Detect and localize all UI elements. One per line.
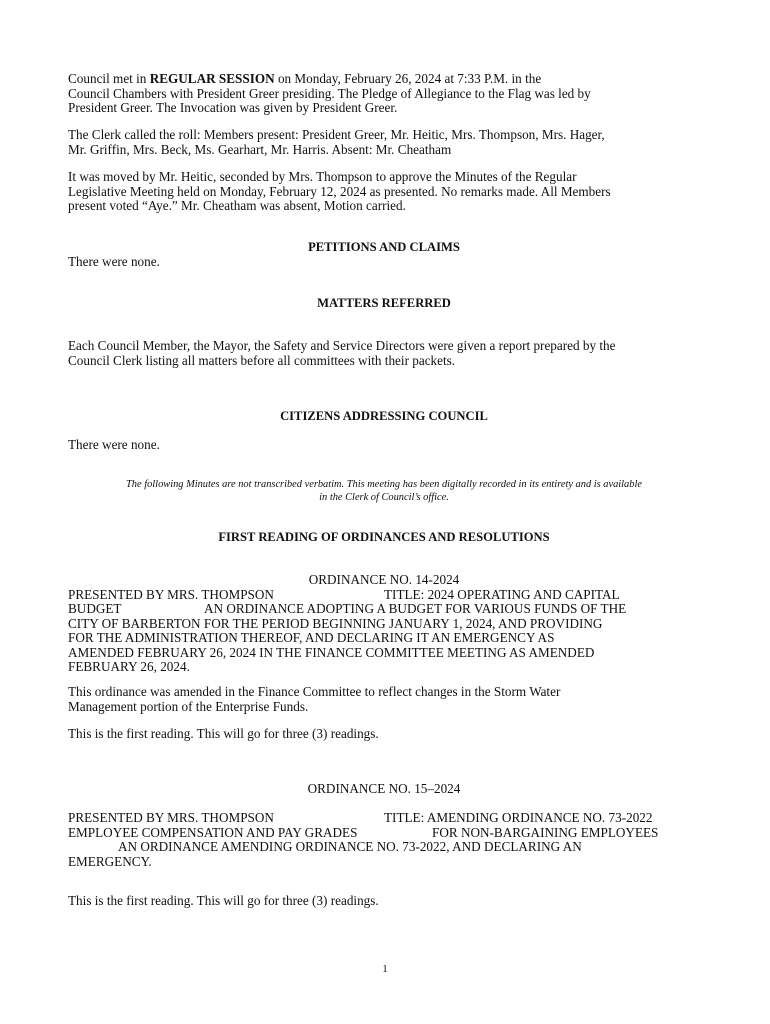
citizens-heading: CITIZENS ADDRESSING COUNCIL (280, 409, 488, 423)
ordinance-15: PRESENTED BY MRS. THOMPSON TITLE: AMENDING ORDINANCE NO. 73-2022 EMPLOYEE COMPENSATION AND PAY GRADES FOR NON-BARGAINING EMPLOYEES AN ORDINANCE AMENDING ORDINANCE NO. 73-2022, AND DECLARING AN EMERGENCY. (68, 810, 659, 869)
matters-referred-heading: MATTERS REFERRED (317, 296, 451, 310)
roll-call-paragraph: The Clerk called the roll: Members present: President Greer, Mr. Heitic, Mrs. Thompson, Mrs. Hager, Mr. Griffin, Mrs. Beck, Ms. Gearhart, Mr. Harris. Absent: Mr. Cheatham (68, 127, 605, 157)
ordinance-14: ORDINANCE NO. 14-2024 PRESENTED BY MRS. THOMPSON TITLE: 2024 OPERATING AND CAPITAL BUDGET AN ORDINANCE ADOPTING A BUDGET FOR VARIOUS FUNDS OF THE CITY OF BARBERTON FOR THE PERIOD BEGINNING JANUARY 1, 2024, AND PROVIDING FOR THE ADMINISTRATION THEREOF, AND DECLARING IT AN EMERGENCY AS AMENDED FEBRUARY 26, 2024 IN THE FINANCE COMMITTEE MEETING AS AMENDED FEBRUARY 26, 2024. (68, 573, 700, 675)
ordinance-14-amendment: This ordinance was amended in the Finance Committee to reflect changes in the Storm Water Management portion of the Enterprise Funds. (68, 684, 561, 714)
ordinance-15-number: ORDINANCE NO. 15–2024 (307, 781, 461, 796)
page-number: 1 (382, 963, 388, 975)
petitions-heading: PETITIONS AND CLAIMS (308, 240, 460, 254)
ordinance-15-reading: This is the first reading. This will go for three (3) readings. (68, 893, 379, 908)
ordinance-14-number: ORDINANCE NO. 14-2024 (308, 572, 460, 587)
matters-referred-paragraph: Each Council Member, the Mayor, the Safety and Service Directors were given a report prepared by the Council Clerk listing all matters before all committees with their packets. (68, 338, 616, 368)
minutes-motion-paragraph: It was moved by Mr. Heitic, seconded by Mrs. Thompson to approve the Minutes of the Regular Legislative Meeting held on Monday, February 12, 2024 as presented. No remarks made. All Members present voted “Aye.” Mr. Cheatham was absent, Motion carried. (68, 169, 611, 213)
intro-paragraph: Council met in REGULAR SESSION on Monday, February 26, 2024 at 7:33 P.M. in the Council Chambers with President Greer presiding. The Pledge of Allegiance to the Flag was led by President Greer. The Invocation was given by President Greer. (68, 71, 591, 115)
citizens-text: There were none. (68, 437, 160, 452)
session-type: REGULAR SESSION (149, 71, 275, 86)
first-reading-heading: FIRST READING OF ORDINANCES AND RESOLUTIONS (218, 530, 550, 544)
ordinance-14-reading: This is the first reading. This will go for three (3) readings. (68, 726, 379, 741)
petitions-text: There were none. (68, 254, 160, 269)
verbatim-note: The following Minutes are not transcribed verbatim. This meeting has been digitally recorded in its entirety and is available in the Clerk of Council’s office. (126, 479, 642, 503)
